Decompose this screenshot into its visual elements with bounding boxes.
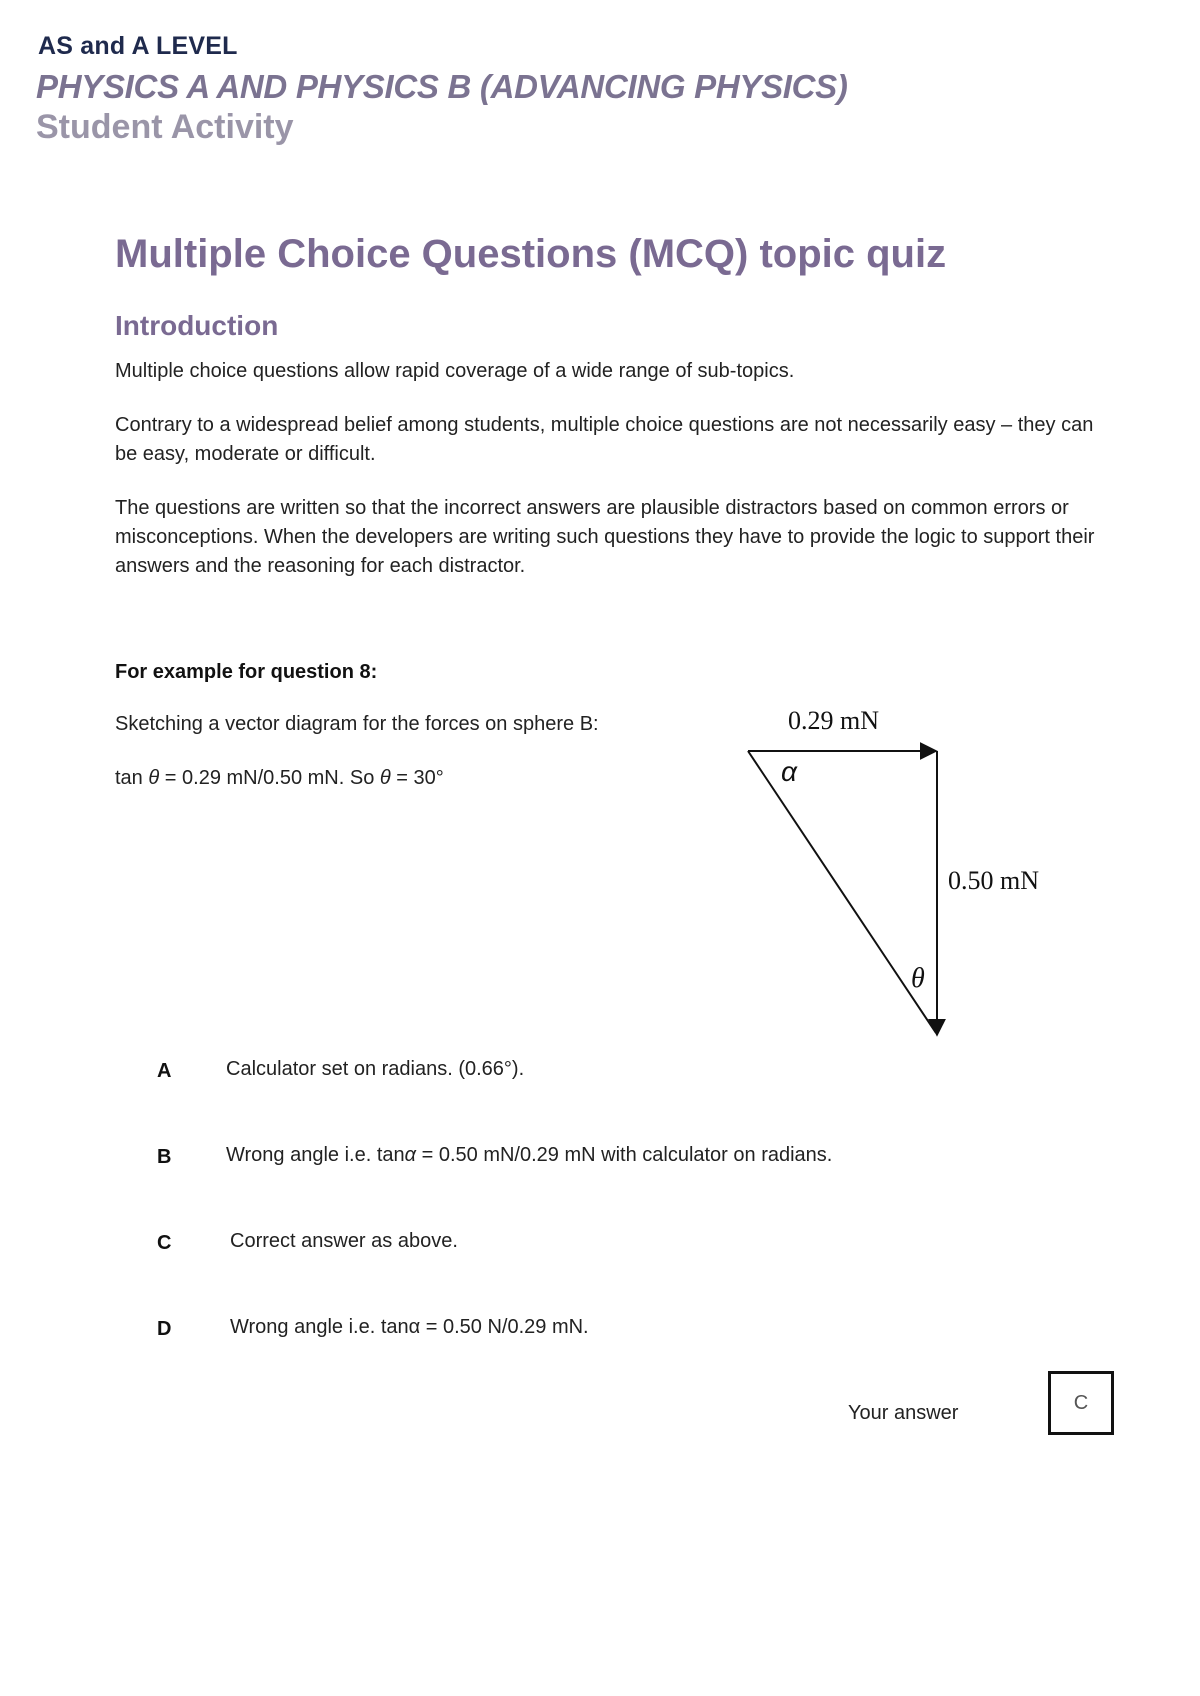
vector-diagram <box>700 695 1080 1045</box>
option-b-letter: B <box>157 1146 172 1168</box>
option-b-text <box>226 1141 846 1170</box>
side-force-label: 0.50 mN <box>948 866 1039 895</box>
top-force-label: 0.29 mN <box>788 706 879 735</box>
intro-heading: Introduction <box>115 310 279 341</box>
answer-box[interactable] <box>1048 1371 1114 1435</box>
option-c-text: Correct answer as above. <box>230 1230 458 1252</box>
example-line-2-pre: tan <box>115 767 149 789</box>
intro-paragraph-3: The questions are written so that the incorrect answers are plausible distractors based on common errors or misconceptions. When the developers are writing such questions they have to provide the logic to support their answers and the reasoning for each distractor. <box>115 497 1095 577</box>
intro-paragraph-2: Contrary to a widespread belief among students, multiple choice questions are not necessarily easy – they can be easy, moderate or difficult. <box>115 414 1094 465</box>
example-line-1: Sketching a vector diagram for the forces on sphere B: <box>115 713 599 735</box>
subject-heading: PHYSICS A AND PHYSICS B (ADVANCING PHYSICS) <box>36 68 848 105</box>
level-heading: AS and A LEVEL <box>38 32 238 60</box>
theta-symbol-2: θ <box>379 767 391 789</box>
activity-type-heading: Student Activity <box>36 108 294 146</box>
option-b-text-pre: Wrong angle i.e. tan <box>226 1144 405 1166</box>
example-line-2-mid: = 0.29 mN/0.50 mN. So <box>159 767 380 789</box>
resultant-line <box>748 751 936 1033</box>
alpha-label: α <box>781 756 797 787</box>
alpha-symbol: α <box>404 1144 417 1166</box>
option-a-letter: A <box>157 1060 172 1082</box>
option-c-letter: C <box>157 1232 172 1254</box>
option-b-text-post: = 0.50 mN/0.29 mN with calculator on radians. <box>416 1144 833 1166</box>
theta-symbol: θ <box>148 767 160 789</box>
answer-value: C <box>1073 1391 1089 1414</box>
example-line-2 <box>115 767 444 790</box>
option-d-letter: D <box>157 1318 172 1340</box>
option-d-text: Wrong angle i.e. tanα = 0.50 N/0.29 mN. <box>230 1316 589 1338</box>
intro-paragraph-1: Multiple choice questions allow rapid coverage of a wide range of sub-topics. <box>115 360 795 382</box>
your-answer-label: Your answer <box>848 1402 959 1424</box>
example-line-2-post: = 30° <box>390 767 444 789</box>
example-label: For example for question 8: <box>115 661 378 683</box>
theta-label: θ <box>911 963 925 994</box>
option-a-text: Calculator set on radians. (0.66°). <box>226 1058 525 1080</box>
page-title: Multiple Choice Questions (MCQ) topic quiz <box>115 232 947 276</box>
